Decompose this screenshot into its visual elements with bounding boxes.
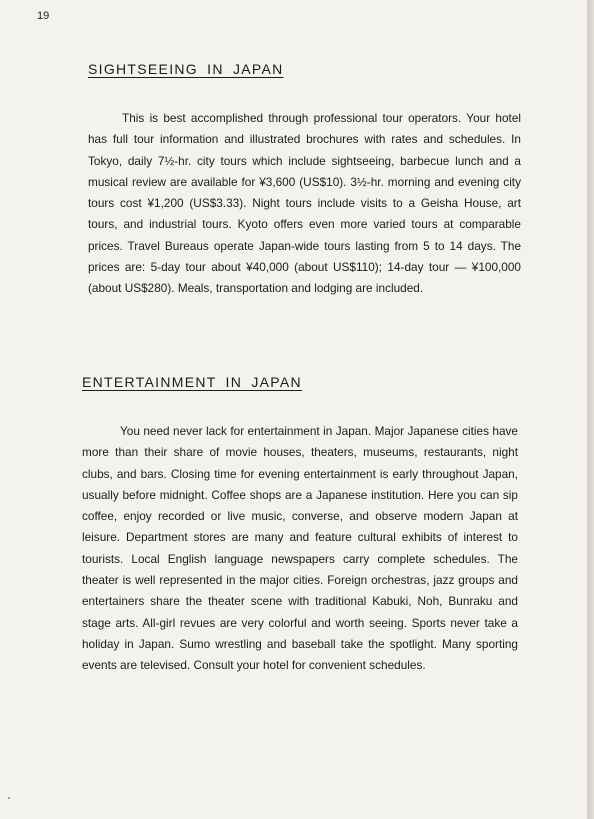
section-body-entertainment: You need never lack for entertainment in Japan. Major Japanese cities have more than their share of movie houses, theaters, museums, restaurants, night clubs, and bars. Closing time for evening entertainment is early throughout Japan, usually before midnight. Coffee shops are a Japanese institution. Here you can sip coffee, enjoy recorded or live music, converse, and observe modern Japan at leisure. Department stores are many and feature cultural exhibits of interest to tourists. Local English language newspapers carry complete schedules. The theater is well represented in the major cities. Foreign orchestras, jazz groups and entertainers share the theater scene with traditional Kabuki, Noh, Bunraku and stage arts. All-girl revues are very colorful and worth seeing. Sports never take a holiday in Japan. Sumo wrestling and baseball take the spotlight. Many sporting events are televised. Consult your hotel for convenient schedules.	[82, 424, 518, 673]
section-body-sightseeing: This is best accomplished through professional tour operators. Your hotel has full tour information and illustrated brochures with rates and schedules. In Tokyo, daily 7½-hr. city tours which include sightseeing, barbecue lunch and a musical review are available for ¥3,600 (US$10). 3½-hr. morning and evening city tours cost ¥1,200 (US$3.33). Night tours include visits to a Geisha House, art tours, and industrial tours. Kyoto offers even more varied tours at comparable prices. Travel Bureaus operate Japan-wide tours lasting from 5 to 14 days. The prices are: 5-day tour about ¥40,000 (about US$110); 14-day tour — ¥100,000 (about US$280). Meals, transportation and lodging are included.	[88, 111, 521, 296]
section-heading-sightseeing: SIGHTSEEING IN JAPAN	[88, 61, 284, 77]
paper-speck	[8, 797, 10, 799]
page-number: 19	[37, 10, 50, 22]
section-heading-entertainment: ENTERTAINMENT IN JAPAN	[82, 374, 302, 390]
page-edge	[588, 0, 594, 819]
